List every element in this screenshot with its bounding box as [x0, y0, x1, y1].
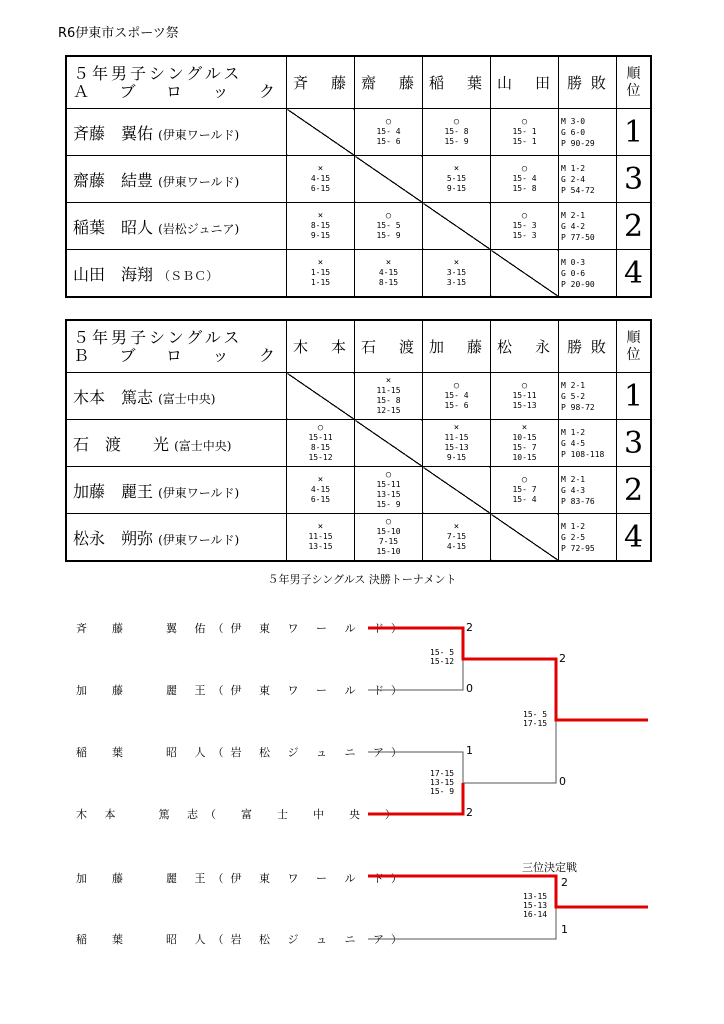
player-club: (伊東ワールド): [158, 127, 240, 142]
stat-line: M 1-2: [561, 427, 586, 437]
player-rank: 3: [617, 156, 651, 203]
game-score: 15- 3: [512, 231, 537, 240]
opponent-surname-1: 斉: [293, 74, 311, 92]
semi1-bottom-games: 0: [466, 682, 473, 695]
stat-line: M 2-1: [561, 474, 586, 484]
player-name: 稲葉 昭人: [73, 217, 154, 237]
game-score: 9-15: [446, 453, 467, 462]
game-score: 15- 9: [444, 137, 469, 146]
match-result-mark: ×: [317, 211, 324, 221]
game-score: 15- 6: [444, 401, 469, 410]
player-rank: 4: [617, 250, 651, 297]
stat-line: G 4-3: [561, 485, 586, 495]
final-top-games: 2: [559, 652, 566, 665]
game-score: 8-15: [310, 221, 331, 230]
game-score: 15-11: [512, 391, 537, 400]
game-score: 15-12: [308, 453, 333, 462]
semi2-top-games: 1: [466, 744, 473, 757]
game-score: 13-15: [376, 490, 401, 499]
opponent-surname-1: 山: [497, 74, 515, 92]
match-result-mark: ○: [453, 117, 460, 127]
third-top-games: 2: [561, 876, 568, 889]
game-score: 15- 3: [512, 221, 537, 230]
final-bottom-games: 0: [559, 775, 566, 788]
player-name: 齋藤 結豊: [73, 170, 154, 190]
game-score: 4-15: [310, 485, 331, 494]
game-score: 15- 9: [376, 231, 401, 240]
final-score-1: 15- 5: [523, 710, 548, 719]
match-result-mark: ○: [521, 164, 528, 174]
opponent-surname-2: 永: [534, 338, 552, 356]
stat-line: P 54-72: [561, 185, 595, 195]
match-result-mark: ○: [521, 117, 528, 127]
game-score: 6-15: [310, 495, 331, 504]
game-score: 15- 8: [376, 396, 401, 405]
game-score: 15- 4: [444, 391, 469, 400]
match-result-mark: ×: [385, 376, 392, 386]
rank-header-2: 位: [626, 82, 641, 99]
match-result-mark: ×: [317, 522, 324, 532]
player-name: 松永 朔弥: [73, 528, 154, 548]
opponent-surname-2: 藤: [398, 74, 416, 92]
block-header-char: Ａ: [73, 81, 93, 101]
game-score: 1-15: [310, 278, 331, 287]
stat-line: P 20-90: [561, 279, 595, 289]
game-score: 15-11: [376, 480, 401, 489]
opponent-surname-1: 齋: [361, 74, 379, 92]
player-name: 斉藤 翼佑: [73, 123, 154, 143]
opponent-surname-2: 田: [534, 74, 552, 92]
semi1-score-1: 15- 5: [430, 648, 455, 657]
stat-line: M 2-1: [561, 380, 586, 390]
final-score-2: 17-15: [523, 719, 548, 728]
game-score: 15- 4: [376, 127, 401, 136]
semi1-winner-line: [368, 628, 648, 720]
semi2-score-3: 15- 9: [430, 787, 455, 796]
opponent-surname-2: 藤: [330, 74, 348, 92]
game-score: 15- 4: [512, 174, 537, 183]
block-header-title: ５年男子シングルス: [73, 327, 243, 347]
match-result-mark: ×: [453, 522, 460, 532]
match-result-mark: ○: [385, 211, 392, 221]
stat-line: G 4-5: [561, 438, 586, 448]
game-score: 8-15: [310, 443, 331, 452]
player-rank: 4: [617, 514, 651, 561]
opponent-surname-2: 藤: [466, 338, 484, 356]
stat-line: G 0-6: [561, 268, 586, 278]
game-score: 15-10: [376, 547, 401, 556]
semi2-score-2: 13-15: [430, 778, 455, 787]
block-header-char: ロ: [165, 81, 185, 101]
bracket-name-1: 斉 藤 翼 佑（伊 東 ワ ー ル ド）: [76, 622, 409, 635]
match-result-mark: ×: [317, 164, 324, 174]
block-header-char: ブ: [119, 81, 139, 101]
third-score-3: 16-14: [523, 910, 548, 919]
player-rank: 1: [617, 373, 651, 420]
match-result-mark: ○: [521, 381, 528, 391]
block-header-char: ッ: [212, 81, 232, 101]
match-result-mark: ○: [385, 517, 392, 527]
third-place-label: 三位決定戦: [522, 861, 577, 874]
game-score: 15- 7: [512, 443, 537, 452]
game-score: 11-15: [444, 433, 469, 442]
third-score-1: 13-15: [523, 892, 548, 901]
result-header: 勝 敗: [559, 321, 617, 373]
game-score: 11-15: [308, 532, 333, 541]
match-result-mark: ×: [317, 475, 324, 485]
stat-line: P 83-76: [561, 496, 595, 506]
game-score: 8-15: [378, 278, 399, 287]
stat-line: M 0-3: [561, 257, 586, 267]
game-score: 15-11: [308, 433, 333, 442]
stat-line: P 90-29: [561, 138, 595, 148]
stat-line: G 5-2: [561, 391, 586, 401]
stat-line: G 2-5: [561, 532, 586, 542]
player-club: (伊東ワールド): [158, 532, 240, 547]
block-header-title: ５年男子シングルス: [73, 63, 243, 83]
game-score: 13-15: [308, 542, 333, 551]
match-result-mark: ×: [385, 258, 392, 268]
game-score: 15- 1: [512, 137, 537, 146]
game-score: 15-13: [444, 443, 469, 452]
player-rank: 1: [617, 109, 651, 156]
opponent-surname-1: 稲: [429, 74, 447, 92]
player-club: (富士中央): [158, 391, 216, 406]
match-result-mark: ×: [453, 423, 460, 433]
stat-line: G 2-4: [561, 174, 586, 184]
opponent-surname-1: 松: [497, 338, 515, 356]
game-score: 1-15: [310, 268, 331, 277]
rank-header-1: 順: [626, 65, 641, 82]
game-score: 10-15: [512, 433, 537, 442]
game-score: 4-15: [378, 268, 399, 277]
stat-line: M 2-1: [561, 210, 586, 220]
game-score: 4-15: [310, 174, 331, 183]
game-score: 15- 4: [512, 495, 537, 504]
match-result-mark: ×: [521, 423, 528, 433]
semi1-score-2: 15-12: [430, 657, 455, 666]
third-score-2: 15-13: [523, 901, 548, 910]
game-score: 6-15: [310, 184, 331, 193]
player-name: 山田 海翔: [73, 264, 154, 284]
game-score: 3-15: [446, 268, 467, 277]
game-score: 3-15: [446, 278, 467, 287]
game-score: 15- 7: [512, 485, 537, 494]
player-club: (伊東ワールド): [158, 174, 240, 189]
match-result-mark: ○: [521, 475, 528, 485]
opponent-surname-1: 石: [361, 338, 379, 356]
stat-line: P 108-118: [561, 449, 605, 459]
opponent-surname-2: 本: [330, 338, 348, 356]
player-club: (伊東ワールド): [158, 485, 240, 500]
semi1-top-games: 2: [466, 621, 473, 634]
player-club: (富士中央): [174, 438, 232, 453]
block-header-char: ク: [258, 81, 278, 101]
match-result-mark: ○: [385, 470, 392, 480]
game-score: 9-15: [310, 231, 331, 240]
game-score: 15- 8: [444, 127, 469, 136]
stat-line: G 6-0: [561, 127, 586, 137]
rank-header-1: 順: [626, 329, 641, 346]
game-score: 12-15: [376, 406, 401, 415]
game-score: 15-13: [512, 401, 537, 410]
player-club: （ＳＢＣ）: [158, 268, 219, 283]
stat-line: P 98-72: [561, 402, 595, 412]
player-club: (岩松ジュニア): [158, 221, 240, 236]
stat-line: G 4-2: [561, 221, 586, 231]
stat-line: M 3-0: [561, 116, 586, 126]
player-rank: 2: [617, 467, 651, 514]
final-loser-line: [463, 720, 556, 783]
game-score: 11-15: [376, 386, 401, 395]
opponent-surname-2: 渡: [398, 338, 416, 356]
block-header-char: ク: [258, 345, 278, 365]
game-score: 15- 8: [512, 184, 537, 193]
block-header-char: Ｂ: [73, 345, 93, 365]
match-result-mark: ×: [317, 258, 324, 268]
block-header-char: ッ: [212, 345, 232, 365]
match-result-mark: ×: [453, 164, 460, 174]
game-score: 4-15: [446, 542, 467, 551]
result-header: 勝 敗: [559, 57, 617, 109]
game-score: 15-10: [376, 527, 401, 536]
game-score: 9-15: [446, 184, 467, 193]
game-score: 7-15: [446, 532, 467, 541]
opponent-surname-2: 葉: [466, 74, 484, 92]
rank-header-2: 位: [626, 346, 641, 363]
player-rank: 3: [617, 420, 651, 467]
match-result-mark: ○: [453, 381, 460, 391]
bracket-name-4: 木 本 篤 志（ 富 士 中 央 ）: [76, 808, 403, 821]
block-header-char: ロ: [165, 345, 185, 365]
third-bottom-games: 1: [561, 923, 568, 936]
player-rank: 2: [617, 203, 651, 250]
opponent-surname-1: 木: [293, 338, 311, 356]
match-result-mark: ×: [453, 258, 460, 268]
bracket-name-3: 稲 葉 昭 人（岩 松 ジ ュ ニ ア）: [76, 746, 409, 759]
stat-line: P 77-50: [561, 232, 595, 242]
game-score: 5-15: [446, 174, 467, 183]
bracket-name-6: 稲 葉 昭 人（岩 松 ジ ュ ニ ア）: [76, 933, 409, 946]
game-score: 15- 6: [376, 137, 401, 146]
block-header-char: ブ: [119, 345, 139, 365]
player-name: 木本 篤志: [73, 387, 154, 407]
stat-line: M 1-2: [561, 163, 586, 173]
bracket-name-2: 加 藤 麗 王（伊 東 ワ ー ル ド）: [76, 684, 409, 697]
game-score: 15- 9: [376, 500, 401, 509]
stat-line: P 72-95: [561, 543, 595, 553]
game-score: 15- 1: [512, 127, 537, 136]
document-title: R6伊東市スポーツ祭: [58, 26, 179, 41]
match-result-mark: ○: [521, 211, 528, 221]
bracket-name-5: 加 藤 麗 王（伊 東 ワ ー ル ド）: [76, 872, 409, 885]
third-winner-line: [368, 876, 648, 907]
player-name: 加藤 麗王: [73, 481, 154, 501]
game-score: 15- 5: [376, 221, 401, 230]
match-result-mark: ○: [385, 117, 392, 127]
match-result-mark: ○: [317, 423, 324, 433]
stat-line: M 1-2: [561, 521, 586, 531]
tournament-title: ５年男子シングルス 決勝トーナメント: [267, 573, 457, 586]
game-score: 10-15: [512, 453, 537, 462]
opponent-surname-1: 加: [429, 338, 447, 356]
semi2-bottom-games: 2: [466, 806, 473, 819]
semi2-score-1: 17-15: [430, 769, 455, 778]
game-score: 7-15: [378, 537, 399, 546]
player-name: 石 渡 光: [73, 434, 170, 454]
